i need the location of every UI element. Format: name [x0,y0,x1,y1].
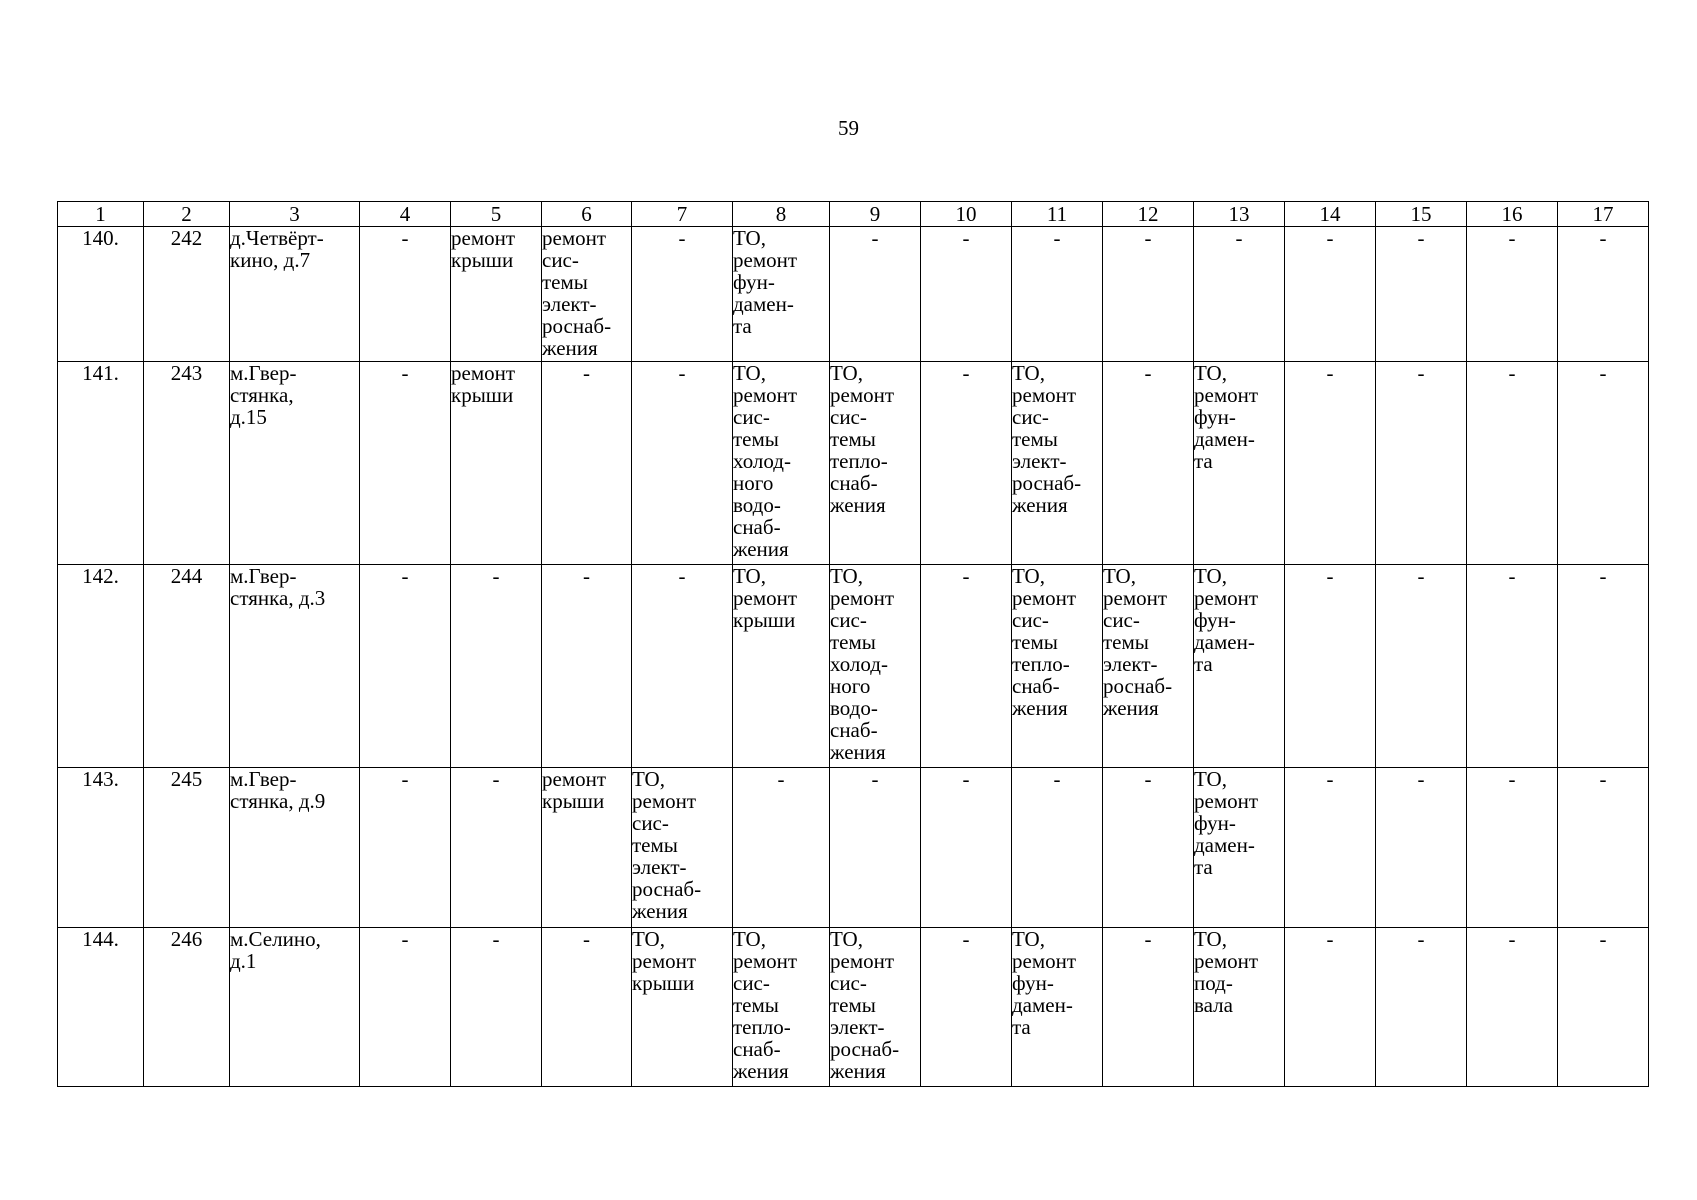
table-cell: - [921,928,1012,1087]
table-cell: - [1467,227,1558,362]
column-header: 3 [230,202,360,227]
page-number: 59 [838,116,859,140]
column-header: 16 [1467,202,1558,227]
table-cell [733,362,830,565]
table-cell [1194,362,1285,565]
column-header: 12 [1103,202,1194,227]
address-text: м.Селино, д.1 [230,927,321,973]
column-header: 1 [58,202,144,227]
cell-text: ремонт крыши [451,361,516,407]
table-cell: - [451,768,542,928]
cell-text: ТО, ремонт фун- дамен- та [1194,767,1259,879]
table-cell: - [542,362,632,565]
cell-text: ТО, ремонт под- вала [1194,927,1259,1017]
table-cell: - [1376,768,1467,928]
table-cell [733,928,830,1087]
table-cell: - [1103,928,1194,1087]
table-cell: - [1558,928,1649,1087]
address-text: м.Гвер- стянка, д.3 [230,564,326,610]
table-cell: - [1558,565,1649,768]
address-cell [230,227,360,362]
cell-text: ТО, ремонт фун- дамен- та [733,226,798,338]
table-cell: - [451,928,542,1087]
table-cell: - [1376,362,1467,565]
row-number-cell: 143. [58,768,144,928]
cell-text: ТО, ремонт фун- дамен- та [1194,361,1259,473]
cell-text: ТО, ремонт сис- темы элект- роснаб- жения [1103,564,1173,720]
address-cell [230,768,360,928]
column-header: 2 [144,202,230,227]
table-cell [1194,768,1285,928]
cell-text: ТО, ремонт фун- дамен- та [1012,927,1077,1039]
table-cell [830,565,921,768]
table-cell: - [360,928,451,1087]
table-row [58,227,1649,362]
address-text: м.Гвер- стянка, д.15 [230,361,297,429]
address-cell [230,362,360,565]
column-header: 6 [542,202,632,227]
table-cell: - [542,928,632,1087]
cell-text: ремонт сис- темы элект- роснаб- жения [542,226,612,360]
column-header: 13 [1194,202,1285,227]
table-cell [542,227,632,362]
cell-text: ТО, ремонт сис- темы холод- ного водо- снаб- жения [733,361,798,561]
table-cell: - [632,362,733,565]
table-cell: - [1467,928,1558,1087]
table-cell [830,928,921,1087]
table-cell: - [1103,362,1194,565]
header-row [58,202,1649,227]
table-cell: - [1194,227,1285,362]
address-cell [230,565,360,768]
table-cell: - [1012,768,1103,928]
row-number-cell: 140. [58,227,144,362]
cell-text: ТО, ремонт сис- темы холод- ного водо- снаб- жения [830,564,895,764]
table-cell [733,565,830,768]
table-cell: - [921,227,1012,362]
table-cell: - [830,227,921,362]
table-cell [733,227,830,362]
cell-text: ремонт крыши [542,767,607,813]
column-header: 7 [632,202,733,227]
table-cell: - [1376,565,1467,768]
table-row [58,362,1649,565]
table-cell [451,227,542,362]
table-cell: - [1285,928,1376,1087]
table-cell: - [451,565,542,768]
table-cell: - [360,362,451,565]
table-cell: - [1467,362,1558,565]
table-cell [632,768,733,928]
table-header [58,202,1649,227]
table-cell: - [1558,227,1649,362]
table-cell: - [360,227,451,362]
cell-text: ТО, ремонт сис- темы элект- роснаб- жения [830,927,900,1083]
table-cell [632,928,733,1087]
cell-text: ТО, ремонт сис- темы тепло- снаб- жения [1012,564,1077,720]
cell-text: ТО, ремонт сис- темы тепло- снаб- жения [830,361,895,517]
row-number-cell: 142. [58,565,144,768]
object-code-cell: 244 [144,565,230,768]
table-cell: - [1012,227,1103,362]
address-cell [230,928,360,1087]
table-row [58,768,1649,928]
table-cell: - [1467,768,1558,928]
table-cell: - [1103,768,1194,928]
table-cell [1012,928,1103,1087]
address-text: д.Четвёрт- кино, д.7 [230,226,324,272]
table-cell [451,362,542,565]
address-text: м.Гвер- стянка, д.9 [230,767,326,813]
column-header: 8 [733,202,830,227]
table-cell [830,362,921,565]
column-header: 4 [360,202,451,227]
column-header: 11 [1012,202,1103,227]
table-cell [1103,565,1194,768]
cell-text: ремонт крыши [451,226,516,272]
repair-schedule-table [57,201,1649,1087]
row-number-cell: 141. [58,362,144,565]
object-code-cell: 246 [144,928,230,1087]
object-code-cell: 242 [144,227,230,362]
column-header: 5 [451,202,542,227]
table-cell: - [1558,768,1649,928]
table-cell: - [733,768,830,928]
table-cell: - [1285,362,1376,565]
cell-text: ТО, ремонт сис- темы тепло- снаб- жения [733,927,798,1083]
cell-text: ТО, ремонт сис- темы элект- роснаб- жения [1012,361,1082,517]
table-cell [542,768,632,928]
table-row [58,928,1649,1087]
cell-text: ТО, ремонт сис- темы элект- роснаб- жения [632,767,702,923]
table-cell: - [921,768,1012,928]
table-cell: - [921,362,1012,565]
table-cell: - [1558,362,1649,565]
table-cell: - [1103,227,1194,362]
table-cell: - [1285,227,1376,362]
object-code-cell: 243 [144,362,230,565]
table-cell: - [921,565,1012,768]
column-header: 14 [1285,202,1376,227]
column-header: 9 [830,202,921,227]
table-cell: - [1376,227,1467,362]
table-cell: - [360,565,451,768]
cell-text: ТО, ремонт крыши [733,564,798,632]
column-header: 10 [921,202,1012,227]
object-code-cell: 245 [144,768,230,928]
table-cell: - [1376,928,1467,1087]
table-cell: - [1285,768,1376,928]
table-body [58,227,1649,1087]
row-number-cell: 144. [58,928,144,1087]
column-header: 15 [1376,202,1467,227]
cell-text: ТО, ремонт крыши [632,927,697,995]
table-cell: - [632,565,733,768]
table-cell: - [1285,565,1376,768]
table-cell [1012,565,1103,768]
table-cell [1194,565,1285,768]
table-cell: - [360,768,451,928]
column-header: 17 [1558,202,1649,227]
table-row [58,565,1649,768]
table-cell [1012,362,1103,565]
table-cell: - [542,565,632,768]
cell-text: ТО, ремонт фун- дамен- та [1194,564,1259,676]
table-cell: - [632,227,733,362]
table-cell: - [830,768,921,928]
table-cell [1194,928,1285,1087]
table-cell: - [1467,565,1558,768]
